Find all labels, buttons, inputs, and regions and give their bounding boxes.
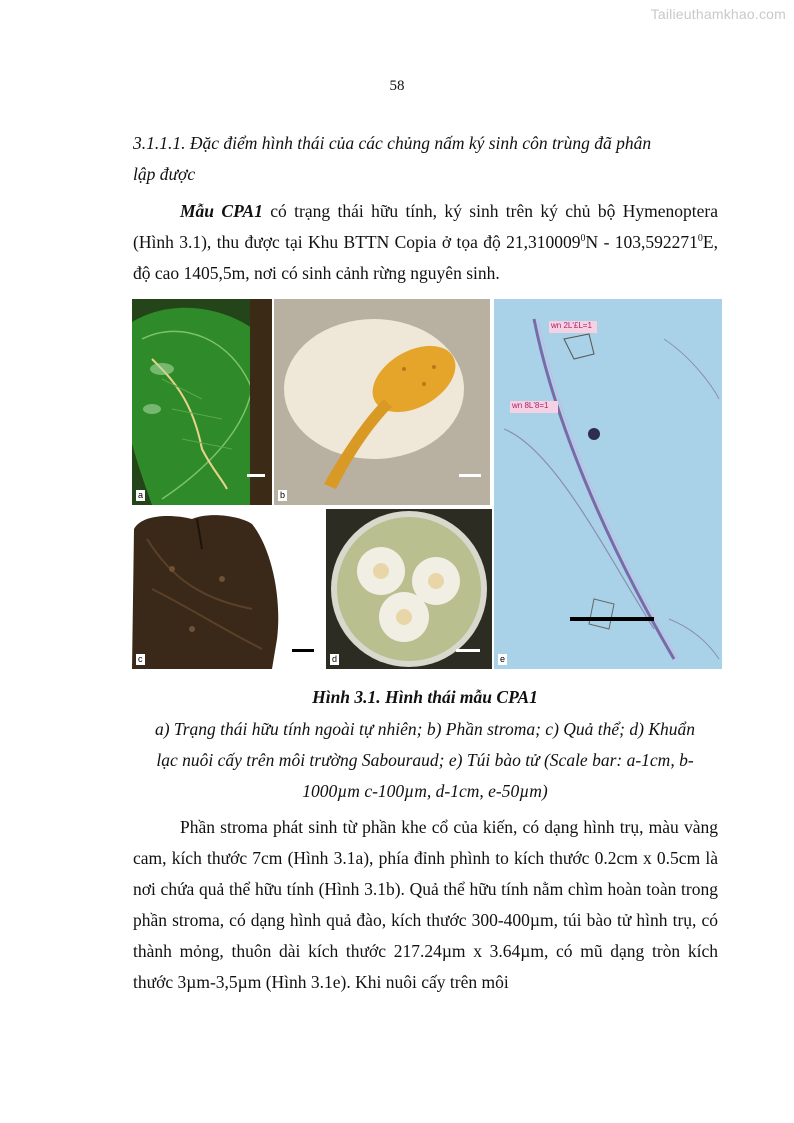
micro-label-1: wn 2L'£L=1 — [551, 321, 592, 330]
para1-text-c: E, độ cao 1405,5m, nơi có sinh cảnh rừng nguyên sinh. — [133, 232, 718, 283]
section-heading-line-2: lập được — [133, 164, 196, 184]
microscopy-illustration — [494, 299, 722, 669]
paragraph-sample-intro — [133, 196, 718, 289]
degree-sup-2: 0 — [697, 233, 703, 245]
panel-e-scale-bar — [570, 617, 654, 621]
section-heading — [133, 128, 718, 190]
watermark: Tailieuthamkhao.com — [650, 6, 786, 22]
panel-a-leaf-image — [132, 299, 272, 505]
panel-d-scale-bar — [456, 649, 480, 652]
para1-text-b: N - 103,592271 — [585, 232, 698, 252]
panel-d-petri-dish-image — [326, 509, 492, 669]
panel-a-label: a — [138, 490, 144, 500]
petri-dish-illustration — [326, 509, 492, 669]
figure-3-1 — [132, 299, 722, 669]
panel-b-scale-bar — [459, 474, 481, 477]
section-heading-line-1: 3.1.1.1. Đặc điểm hình thái của các chủng nấm ký sinh côn trùng đã phân — [133, 133, 652, 153]
micro-label-2: wn 8L'8=1 — [512, 401, 549, 410]
figure-caption-title: Hình 3.1. Hình thái mẫu CPA1 — [312, 687, 538, 707]
panel-d-label: d — [332, 654, 338, 664]
panel-a-scale-bar — [247, 474, 265, 477]
paragraph-stroma-description: Phần stroma phát sinh từ phần khe cổ của kiến, có dạng hình trụ, màu vàng cam, kích thước 7cm (Hình 3.1a), phía đỉnh phình to kích thước 0.2cm x 0.5cm là nơi chứa quả thể hữu tính (Hình 3.1b). Quả thể hữu tính nằm chìm hoàn toàn trong phần stroma, có dạng hình quả đào, kích thước 300-400µm, túi bào tử hình trụ, có thành mỏng, thuôn dài kích thước 217.24µm x 3.64µm, có mũ dạng tròn kích thước 3µm-3,5µm (Hình 3.1e). Khi nuôi cấy trên môi — [133, 817, 718, 992]
degree-sup-1: 0 — [580, 233, 586, 245]
caption-line-1: a) Trạng thái hữu tính ngoài tự nhiên; b) Phần stroma; c) Quả thể; d) Khuẩn — [154, 719, 695, 739]
panel-e-label: e — [500, 654, 506, 664]
sample-name: Mẫu CPA1 — [180, 201, 263, 221]
panel-c-scale-bar — [292, 649, 314, 652]
page-number: 58 — [389, 78, 405, 94]
panel-b-stroma-image — [274, 299, 490, 505]
panel-c-label: c — [138, 654, 143, 664]
fruiting-body-illustration — [132, 509, 322, 669]
stroma-illustration — [274, 299, 490, 505]
para1-text-a: có trạng thái hữu tính, ký sinh trên ký chủ bộ Hymenoptera (Hình 3.1), thu được tại Khu BTTN Copia ở tọa độ 21,310009 — [133, 201, 718, 252]
caption-line-3: 1000µm c-100µm, d-1cm, e-50µm) — [302, 781, 548, 801]
panel-c-fruiting-body-image — [132, 509, 322, 669]
caption-line-2: lạc nuôi cấy trên môi trường Sabouraud; e) Túi bào tử (Scale bar: a-1cm, b- — [156, 750, 694, 770]
panel-e-microscopy-image — [494, 299, 722, 669]
figure-caption-text — [120, 714, 730, 807]
panel-b-label: b — [280, 490, 286, 500]
